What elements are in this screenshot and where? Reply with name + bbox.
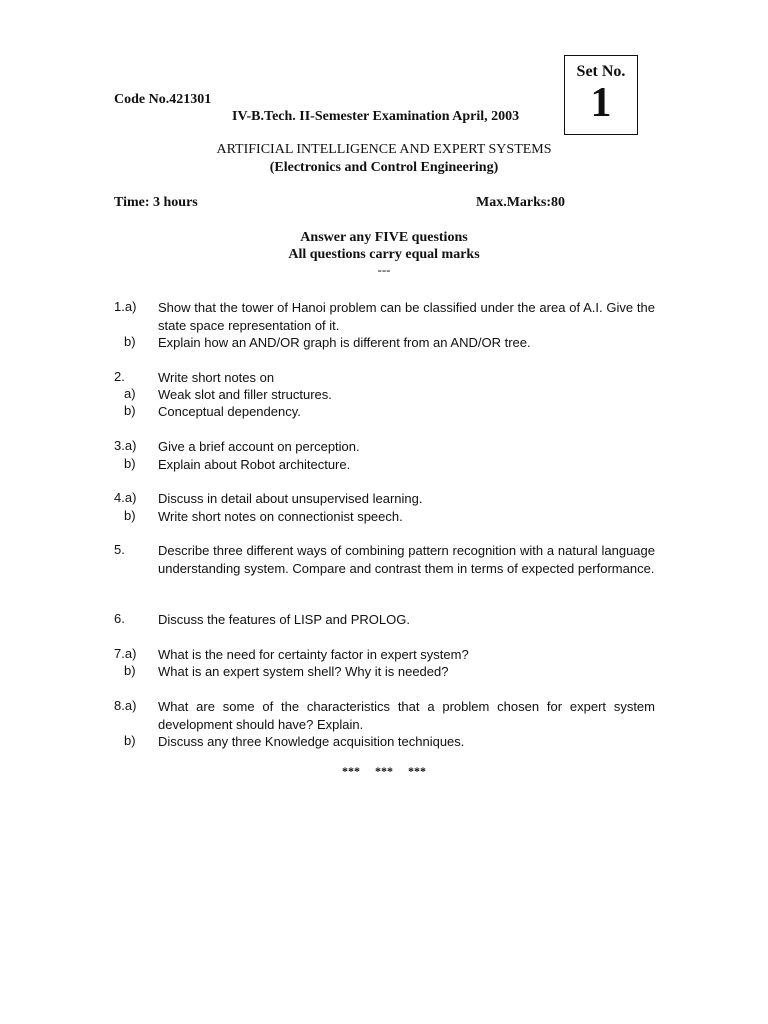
max-marks: Max.Marks:80 (476, 195, 566, 210)
q3b-text: Explain about Robot architecture. (158, 457, 351, 472)
q3b-label: b) (124, 456, 136, 471)
instruction-separator: --- (377, 262, 391, 277)
subject-title: ARTIFICIAL INTELLIGENCE AND EXPERT SYSTEMS (216, 142, 552, 157)
q8b-text: Discuss any three Knowledge acquisition techniques. (158, 734, 465, 749)
q3a-text: Give a brief account on perception. (158, 439, 360, 454)
q1a-label: 1.a) (114, 299, 137, 314)
q7b-text: What is an expert system shell? Why it is needed? (158, 664, 449, 679)
set-number-box (564, 55, 638, 135)
q4b-text: Write short notes on connectionist speech. (158, 509, 403, 524)
end-of-paper-marks: *** *** *** (342, 764, 426, 778)
q5-label: 5. (114, 542, 125, 557)
q2a-text: Weak slot and filler structures. (158, 387, 332, 402)
q1a-text: Show that the tower of Hanoi problem can be classified under the area of A.I. Give the state space representation of it. (158, 300, 655, 333)
q8a-label: 8.a) (114, 698, 137, 713)
instruction-equal-marks: All questions carry equal marks (288, 247, 480, 262)
exam-code: Code No.421301 (114, 92, 212, 107)
branch-title: (Electronics and Control Engineering) (269, 160, 499, 175)
instruction-answer-five: Answer any FIVE questions (300, 230, 468, 245)
q2a-label: a) (124, 386, 136, 401)
q4a-label: 4.a) (114, 490, 137, 505)
set-number: 1 (590, 80, 612, 126)
q2b-text: Conceptual dependency. (158, 404, 301, 419)
time-allowed: Time: 3 hours (114, 195, 198, 210)
q7b-label: b) (124, 663, 136, 678)
q1b-text: Explain how an AND/OR graph is different from an AND/OR tree. (158, 335, 531, 350)
q4a-text: Discuss in detail about unsupervised learning. (158, 491, 423, 506)
q8b-label: b) (124, 733, 136, 748)
q6-label: 6. (114, 611, 125, 626)
set-label: Set No. (576, 63, 626, 80)
q5-text: Describe three different ways of combining pattern recognition with a natural language understanding system. Compare and contrast them in terms of expected performance. (158, 543, 655, 576)
q8a-text: What are some of the characteristics that a problem chosen for expert system development should have? Explain. (158, 699, 655, 732)
q3a-label: 3.a) (114, 438, 137, 453)
q1b-label: b) (124, 334, 136, 349)
q2b-label: b) (124, 403, 136, 418)
q2-text: Write short notes on (158, 370, 275, 385)
q7a-text: What is the need for certainty factor in expert system? (158, 647, 469, 662)
q2-label: 2. (114, 369, 125, 384)
q6-text: Discuss the features of LISP and PROLOG. (158, 612, 410, 627)
q7a-label: 7.a) (114, 646, 137, 661)
exam-title: IV-B.Tech. II-Semester Examination April, 2003 (232, 109, 520, 124)
q4b-label: b) (124, 508, 136, 523)
